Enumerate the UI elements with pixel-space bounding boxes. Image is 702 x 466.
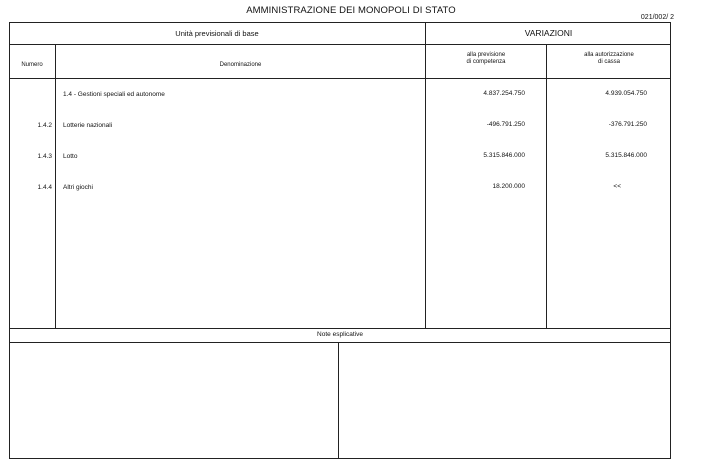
col-divider-variazioni	[425, 22, 426, 328]
notes-right-box	[339, 343, 670, 458]
page-title: AMMINISTRAZIONE DEI MONOPOLI DI STATO	[246, 5, 456, 16]
header-cassa-line1: alla autorizzazione	[584, 52, 634, 58]
notes-left-box	[10, 343, 337, 458]
row-cassa: 4.939.054.750	[605, 90, 647, 97]
row-competenza: -496.791.250	[486, 121, 525, 128]
notes-top-line	[9, 328, 671, 329]
notes-title: Note esplicative	[317, 331, 363, 338]
header-divider	[9, 44, 671, 45]
header-cassa	[547, 52, 671, 66]
row-numero: 1.4.4	[37, 184, 52, 191]
header-numero: Numero	[21, 62, 43, 68]
row-competenza: 18.200.000	[492, 183, 525, 190]
document-code: 021/002/ 2	[640, 14, 674, 21]
header-bottom-line	[9, 78, 671, 79]
header-competenza-line2: di competenza	[466, 59, 506, 65]
row-cassa: -376.791.250	[608, 121, 647, 128]
row-denominazione: 1.4 - Gestioni speciali ed autonome	[63, 91, 165, 98]
row-cassa: 5.315.846.000	[605, 152, 647, 159]
row-cassa: <<	[613, 183, 621, 190]
row-competenza: 5.315.846.000	[483, 152, 525, 159]
header-denominazione: Denominazione	[219, 62, 262, 68]
row-numero: 1.4.3	[37, 153, 52, 160]
row-denominazione: Lotterie nazionali	[63, 122, 113, 129]
row-denominazione: Altri giochi	[63, 184, 93, 191]
header-cassa-line2: di cassa	[597, 59, 620, 65]
header-competenza	[426, 52, 546, 66]
col-divider-numero	[55, 44, 56, 328]
row-competenza: 4.837.254.750	[483, 90, 525, 97]
row-numero: 1.4.2	[37, 122, 52, 129]
header-unita: Unità previsionali di base	[175, 29, 259, 38]
row-denominazione: Lotto	[63, 153, 78, 160]
header-variazioni: VARIAZIONI	[524, 28, 573, 38]
header-competenza-line1: alla previsione	[466, 52, 506, 58]
